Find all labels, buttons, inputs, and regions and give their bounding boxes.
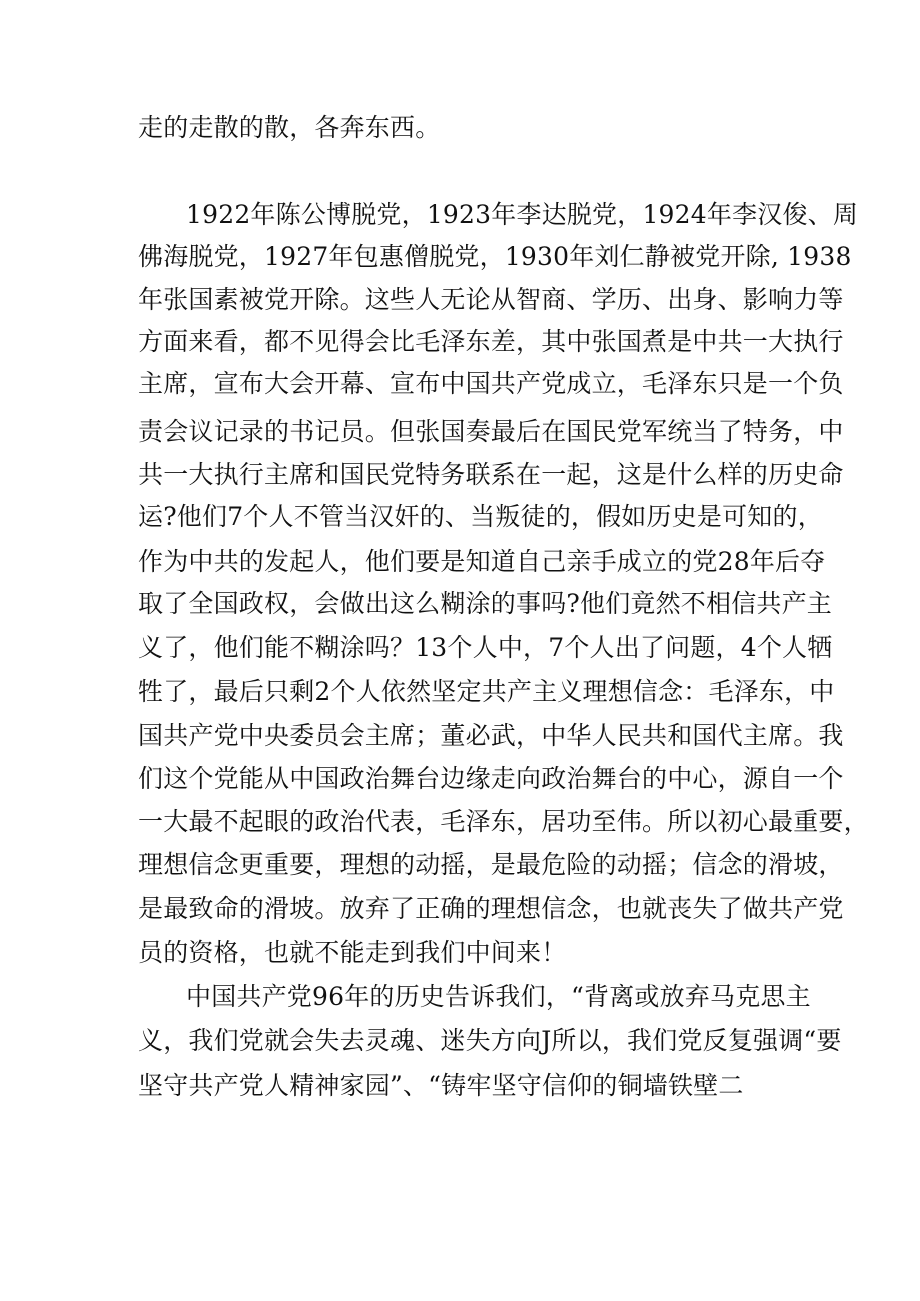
text-line: 坚守共产党人精神家园”、“铸牢坚守信仰的铜墙铁壁二 [138, 1071, 744, 1100]
text-line: 作为中共的发起人，他们要是知道自己亲手成立的党28年后夺 [138, 547, 826, 576]
text-line: 佛海脱党，1927年包惠僧脱党，1930年刘仁静被党开除, 1938 [138, 242, 852, 271]
text-line: 方面来看，都不见得会比毛泽东差，其中张国煮是中共一大执行 [138, 327, 844, 356]
text-line: 走的走散的散，各奔东西。 [138, 113, 441, 142]
text-line: 一大最不起眼的政治代表，毛泽东，居功至伟。所以初心最重要， [138, 807, 869, 836]
text-line: 主席，宣布大会开幕、宣布中国共产党成立，毛泽东只是一个负 [138, 369, 844, 398]
text-line: 责会议记录的书记员。但张国奏最后在国民党军统当了特务，中 [138, 417, 844, 446]
text-line: 取了全国政权，会做出这么糊涂的事吗?他们竟然不相信共产主 [138, 589, 833, 618]
text-line: 义了，他们能不糊涂吗？13个人中，7个人出了问题，4个人牺 [138, 633, 833, 662]
text-line: 们这个党能从中国政治舞台边缘走向政治舞台的中心，源自一个 [138, 764, 844, 793]
text-line: 年张国素被党开除。这些人无论从智商、学历、出身、影响力等 [138, 285, 844, 314]
text-line: 是最致命的滑坡。放弃了正确的理想信念，也就丧失了做共产党 [138, 894, 844, 923]
text-line: 运?他们7个人不管当汉奸的、当叛徒的，假如历史是可知的， [138, 502, 823, 531]
text-line: 1922年陈公博脱党，1923年李达脱党，1924年李汉俊、周 [186, 200, 859, 229]
text-line: 员的资格，也就不能走到我们中间来！ [138, 938, 567, 967]
text-line: 义，我们党就会失去灵魂、迷失方向J所以，我们党反复强调“要 [138, 1026, 842, 1055]
text-line: 国共产党中央委员会主席；董必武，中华人民共和国代主席。我 [138, 721, 844, 750]
text-line: 牲了，最后只剩2个人依然坚定共产主义理想信念：毛泽东，中 [138, 677, 835, 706]
text-line: 中国共产党96年的历史告诉我们，“背离或放弃马克思主 [186, 982, 811, 1011]
text-line: 理想信念更重要，理想的动摇，是最危险的动摇；信念的滑坡， [138, 850, 844, 879]
text-line: 共一大执行主席和国民党特务联系在一起，这是什么样的历史命 [138, 460, 844, 489]
